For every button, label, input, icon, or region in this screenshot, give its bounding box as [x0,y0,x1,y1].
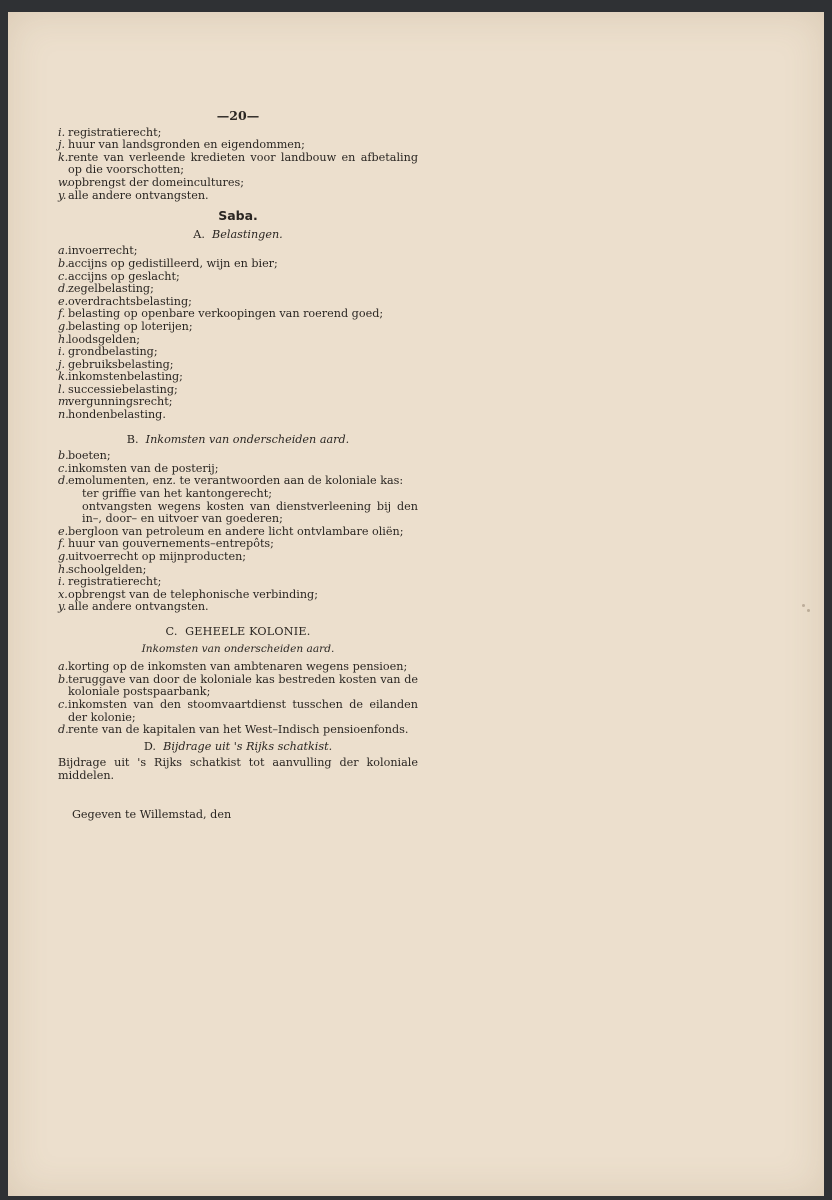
section-c-heading [58,626,418,639]
list-item [58,674,418,699]
sub-item: ter griffie van het kantongerecht; [82,487,273,501]
item-label: h. [58,332,69,346]
section-d-heading [58,741,418,754]
item-label: e. [58,524,69,538]
saba-title: Saba. [218,208,258,224]
item-label: h. [58,562,69,576]
item-text: accijns op geslacht; [68,269,180,283]
list-item [58,177,418,190]
item-label: c. [58,697,68,711]
list-item [58,371,418,384]
paper-mark [802,604,805,607]
item-label: f. [58,537,66,551]
item-label: b. [58,256,69,270]
bijdrage-paragraph: Bijdrage uit 's Rijks schatkist tot aanvulling der koloniale middelen. [58,756,418,782]
item-label: i. [58,575,66,589]
item-label: n. [58,408,69,422]
list-item [58,576,418,589]
item-label: i. [58,345,66,359]
section-b-heading [58,434,418,447]
document-page [8,12,824,1196]
item-text: emolumenten, enz. te verantwoorden aan de koloniale kas: [68,474,404,488]
item-label: g. [58,319,69,333]
list-item [58,551,418,564]
item-label: e. [58,294,69,308]
text-column [58,110,418,821]
item-text: loodsgelden; [68,332,141,346]
item-label: k. [58,370,69,384]
item-text: boeten; [68,449,111,463]
item-text: huur van gouvernements–entrepôts; [68,537,274,551]
item-text: uitvoerrecht op mijnproducten; [68,550,247,563]
section-number: D. [143,739,156,753]
item-text: huur van landsgronden en eigendommen; [68,138,305,152]
intro-list [58,127,418,203]
item-label: a. [58,660,69,674]
item-label: b. [58,449,69,463]
list-item [58,152,418,177]
list-item [58,699,418,724]
item-text: vergunningsrecht; [68,395,173,409]
item-text: rente van de kapitalen van het West–Indisch pensioenfonds. [68,723,409,737]
list-item [58,724,418,737]
list-item [58,258,418,271]
item-text: registratierecht; [68,575,162,589]
item-label: i. [58,125,66,139]
item-label: c. [58,461,68,475]
item-text: belasting op openbare verkoopingen van roerend goed; [68,307,384,321]
item-label: j. [58,357,66,371]
item-label: y. [58,188,67,202]
item-label: c. [58,269,68,283]
section-number: C. [165,624,178,638]
item-label: j. [58,138,66,152]
page-number: —20— [216,108,260,123]
section-title: Inkomsten van onderscheiden aard. [145,432,350,446]
section-a-heading [58,229,418,242]
list-item [58,139,418,152]
given-at-line: Gegeven te Willemstad, den [72,807,232,821]
list-item [58,409,418,422]
item-label: y. [58,600,67,614]
paper-mark [807,609,810,612]
item-text: korting op de inkomsten van ambtenaren wegens pensioen; [68,660,408,674]
item-text: grondbelasting; [68,345,158,359]
list-item [58,346,418,359]
list-item [58,661,418,674]
item-label: w. [58,175,70,189]
item-text: alle andere ontvangsten. [68,600,209,614]
item-label: d. [58,282,69,296]
section-c-subheading: Inkomsten van onderscheiden aard. [141,642,335,655]
item-label: x. [58,587,68,601]
item-text: overdrachtsbelasting; [68,294,192,308]
item-text: opbrengst van de telephonische verbinding; [68,587,318,601]
item-label: g. [58,550,69,563]
item-text: schoolgelden; [68,562,147,576]
item-text: bergloon van petroleum en andere licht ontvlambare oliën; [68,524,404,538]
item-text: hondenbelasting. [68,408,166,422]
item-label: l. [58,382,66,396]
section-title: Belastingen. [212,227,283,241]
item-label: d. [58,474,69,488]
item-text: rente van verleende kredieten voor landbouw en afbetaling op die voorschotten; [68,150,418,177]
list-item [58,283,418,296]
item-text: zegelbelasting; [68,282,154,296]
list-item [58,450,418,463]
section-number: B. [126,432,139,446]
item-text: inkomsten van de posterij; [68,461,219,475]
item-text: teruggave van door de koloniale kas bestreden kosten van de koloniale postspaarbank; [68,672,418,699]
item-text: gebruiksbelasting; [68,357,174,371]
item-label: d. [58,723,69,737]
item-text: opbrengst der domeincultures; [68,175,245,189]
item-text: belasting op loterijen; [68,319,193,333]
inkomsten-list [58,450,418,614]
section-number: A. [193,227,205,241]
item-label: k. [58,150,69,164]
section-title: GEHEELE KOLONIE. [185,624,311,638]
item-label: m. [58,395,73,409]
item-text: alle andere ontvangsten. [68,188,209,202]
list-item [58,601,418,614]
item-text: registratierecht; [68,125,162,139]
sub-item: ontvangsten wegens kosten van dienstverleening bij den in–, door– en uitvoer van goederen; [82,499,418,526]
kolonie-list [58,661,418,737]
item-label: f. [58,307,66,321]
list-item [58,321,418,334]
item-text: inkomstenbelasting; [68,370,183,384]
item-text: successiebelasting; [68,382,178,396]
section-title: Bijdrage uit 's Rijks schatkist. [163,739,333,753]
list-item [58,190,418,203]
item-label: b. [58,672,69,686]
item-text: accijns op gedistilleerd, wijn en bier; [68,256,278,270]
item-text: invoerrecht; [68,244,138,258]
item-label: a. [58,244,69,258]
item-text: inkomsten van den stoomvaartdienst tusschen de eilanden der kolonie; [68,697,418,724]
belastingen-list [58,245,418,421]
